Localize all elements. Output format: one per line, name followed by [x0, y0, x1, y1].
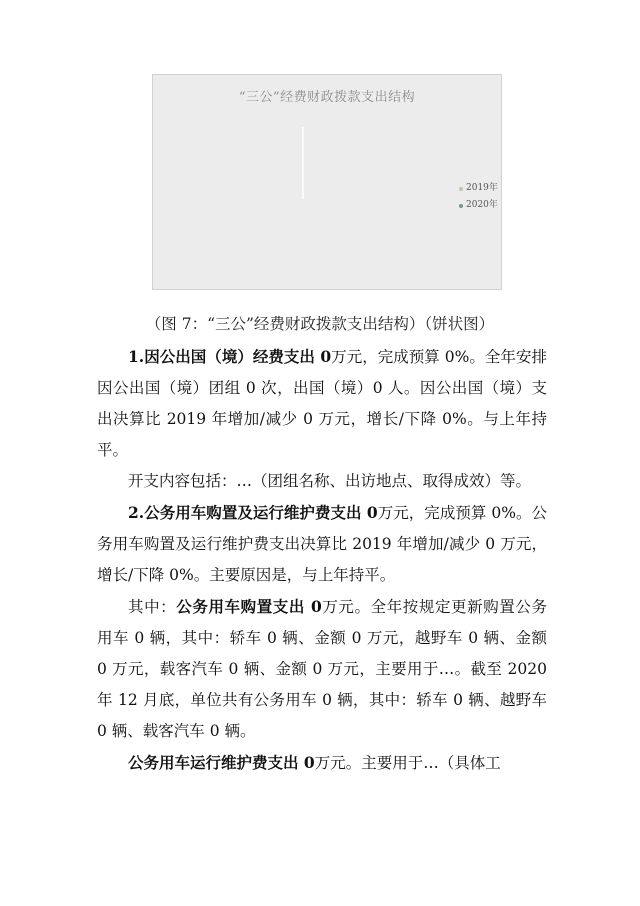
paragraph-text: 万元。主要用于…（具体工: [314, 754, 501, 772]
paragraph-heading: 1.因公出国（境）经费支出 0: [128, 347, 332, 366]
pie-chart: [152, 74, 502, 290]
paragraph-text: 万元，完成预算 0%。全年安排因公出国（境）团组 0 次，出国（境）0 人。因公出国（境）支出决算比 2019 年增加/减少 0 万元，增长/下降 0%。与上年持平。: [97, 348, 547, 459]
paragraph-heading: 2.公务用车购置及运行维护费支出 0: [128, 503, 378, 522]
legend-item-2019: [459, 180, 498, 197]
paragraph-vehicle-maintenance: [97, 747, 547, 779]
paragraph-outbound-travel: [97, 341, 547, 466]
paragraph-expense-content: [97, 466, 547, 497]
paragraph-prefix: 其中：: [128, 598, 177, 616]
chart-plot-area: [153, 75, 501, 289]
chart-legend: [459, 180, 498, 214]
legend-swatch-2020: [459, 204, 463, 208]
legend-label-2019: 2019年: [466, 183, 498, 193]
chart-title: “三公”经费财政拨款支出结构: [238, 90, 416, 105]
legend-item-2020: [459, 197, 498, 214]
paragraph-text: 开支内容包括：…（团组名称、出访地点、取得成效）等。: [128, 472, 532, 490]
legend-swatch-2019: [459, 187, 463, 191]
paragraph-heading: 公务用车运行维护费支出 0: [128, 753, 315, 772]
paragraph-text: 万元。全年按规定更新购置公务用车 0 辆，其中：轿车 0 辆、金额 0 万元，越野车 0 辆、金额 0 万元，载客汽车 0 辆、金额 0 万元，主要用于…。截至 2020 年 12 月底，单位共有公务用车 0 辆，其中：轿车 0 辆、越野车 0 辆、载客汽车 0 辆。: [97, 598, 547, 740]
legend-label-2020: 2020年: [466, 200, 498, 210]
paragraph-heading: 公务用车购置支出 0: [176, 597, 322, 616]
figure-caption: （图 7：“三公”经费财政拨款支出结构）（饼状图）: [145, 315, 495, 333]
paragraph-vehicle-purchase: [97, 591, 547, 747]
document-body: [97, 341, 547, 779]
paragraph-text: 万元，完成预算 0%。公务用车购置及运行维护费支出决算比 2019 年增加/减少 0 万元，增长/下降 0%。主要原因是，与上年持平。: [97, 504, 547, 584]
paragraph-vehicle-expense: [97, 497, 547, 591]
